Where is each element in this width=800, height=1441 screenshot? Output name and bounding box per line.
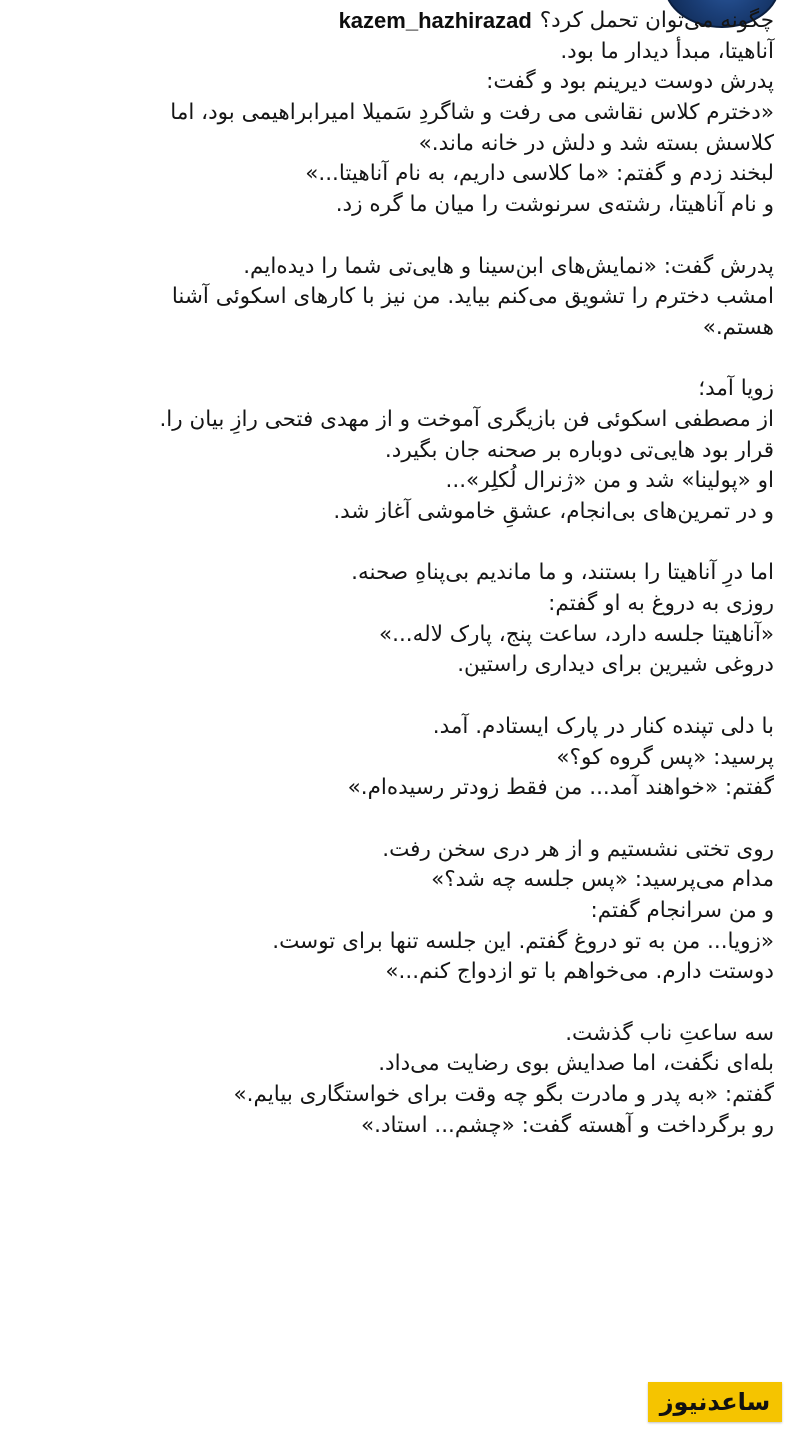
caption-line: مدام می‌پرسید: «پس جلسه چه شد؟» <box>431 867 774 893</box>
caption-line: زویا آمد؛ <box>698 376 774 402</box>
caption-line: گفتم: «به پدر و مادرت بگو چه وقت برای خواستگاری بیایم.» <box>233 1082 774 1108</box>
caption-line: از مصطفی اسکوئی فن بازیگری آموخت و از مهدی فتحی رازِ بیان را. <box>159 406 774 432</box>
caption-line: دوستت دارم. می‌خواهم با تو ازدواج کنم...» <box>385 959 774 985</box>
caption-line: کلاسش بسته شد و دلش در خانه ماند.» <box>418 130 774 156</box>
caption-line: دروغی شیرین برای دیداری راستین. <box>457 652 774 678</box>
caption-line: امشب دخترم را تشویق می‌کنم بیاید. من نیز با کارهای اسکوئی آشنا <box>171 284 774 310</box>
caption-line: هستم.» <box>702 314 774 340</box>
paragraph-gap <box>14 221 774 252</box>
caption-line: «آناهیتا جلسه دارد، ساعت پنج، پارک لاله...» <box>378 621 774 647</box>
paragraph-gap <box>14 344 774 375</box>
caption-line: بله‌ای نگفت، اما صدایش بوی رضایت می‌داد. <box>378 1051 774 1077</box>
watermark-logo: ساعدنیوز <box>648 1382 782 1422</box>
caption-line: پدرش دوست دیرینم بود و گفت: <box>486 69 774 95</box>
caption-line: و در تمرین‌های بی‌انجام، عشقِ خاموشی آغاز شد. <box>333 499 774 524</box>
caption-line: با دلی تپنده کنار در پارک ایستادم. آمد. <box>432 713 774 739</box>
paragraph-gap <box>14 804 774 835</box>
post-caption <box>14 6 774 1141</box>
paragraph-gap <box>14 988 774 1019</box>
caption-line: آناهیتا، مبدأ دیدار ما بود. <box>560 38 774 64</box>
caption-line: پرسید: «پس گروه کو؟» <box>556 744 774 770</box>
caption-line: و من سرانجام گفتم: <box>590 897 774 923</box>
caption-line: روزی به دروغ به او گفتم: <box>548 591 774 617</box>
caption-line: «زویا... من به تو دروغ گفتم. این جلسه تنها برای توست. <box>272 928 774 954</box>
caption-line: و نام آناهیتا، رشته‌ی سرنوشت را میان ما گره زد. <box>335 192 774 218</box>
caption-line: اما درِ آناهیتا را بستند، و ما ماندیم بی‌پناهِ صحنه. <box>351 560 774 586</box>
caption-first-line <box>14 6 774 37</box>
caption-line: پدرش گفت: «نمایش‌های ابن‌سینا و هایی‌تی شما را دیده‌ایم. <box>243 253 774 279</box>
caption-line: او «پولینا» شد و من «ژنرال لُکلِر»... <box>445 468 774 494</box>
caption-line: قرار بود هایی‌تی دوباره بر صحنه جان بگیرد. <box>384 437 774 463</box>
caption-title: چگونه می‌توان تحمل کرد؟ <box>539 8 774 33</box>
caption-line: رو برگرداخت و آهسته گفت: «چشم... استاد.» <box>360 1112 774 1138</box>
caption-line: سه ساعتِ ناب گذشت. <box>565 1020 774 1046</box>
paragraph-gap <box>14 528 774 559</box>
caption-line: روی تختی نشستیم و از هر دری سخن رفت. <box>382 836 774 862</box>
caption-line: «دخترم کلاس نقاشی می رفت و شاگردِ سَمیلا امیرابراهیمی بود، اما <box>170 100 774 126</box>
caption-line: لبخند زدم و گفتم: «ما کلاسی داریم، به نام آناهیتا...» <box>305 161 774 187</box>
paragraph-gap <box>14 681 774 712</box>
caption-line: گفتم: «خواهند آمد... من فقط زودتر رسیده‌ام.» <box>347 775 774 801</box>
username[interactable]: kazem_hazhirazad <box>338 8 532 33</box>
